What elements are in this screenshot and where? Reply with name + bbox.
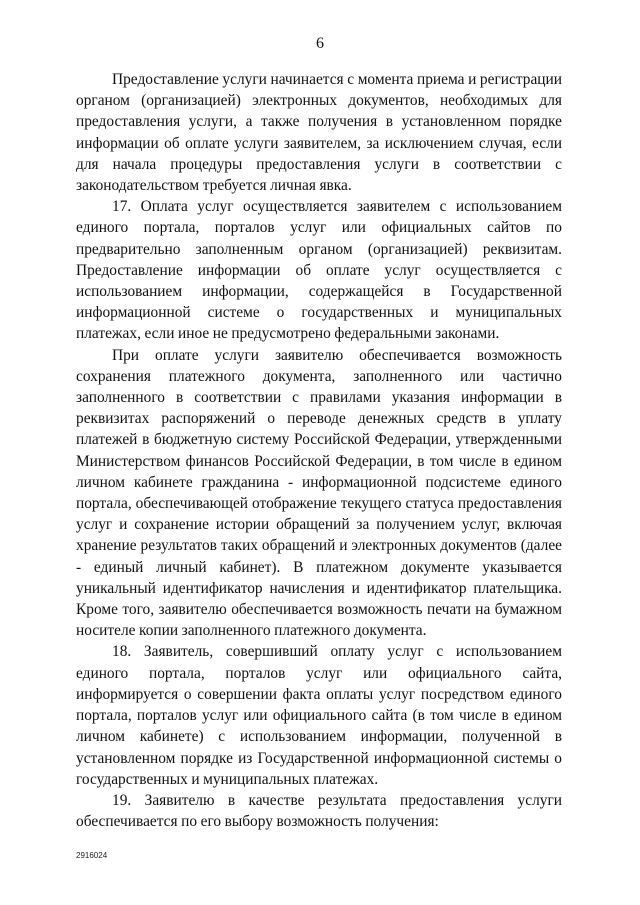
page-number: 6 [316,35,324,52]
document-code: 2916024 [76,851,108,860]
paragraph-17-payment: 17. Оплата услуг осуществляется заявителем с использованием единого портала, порталов услуг или официальных сайтов по предварительно заполненным органом (организацией) реквизитам. Предоставление информации об оплате услуг осуществляется с использованием информации, содержащейся в Государственной информационной системе о государственных и муниципальных платежах, если иное не предусмотрено федеральными законами. [76,198,562,343]
paragraph-18-notification: 18. Заявитель, совершивший оплату услуг с использованием единого портала, порталов услуг или официального сайта, информируется о совершении факта оплаты услуг посредством единого портала, порталов услуг или официального сайта (в том числе в едином личном кабинете) с использованием информации, полученной в установленном порядке из Государственной информационной системы о государственных и муниципальных платежах. [76,643,562,788]
paragraph-service-start: Предоставление услуги начинается с момента приема и регистрации органом (организацией) электронных документов, необходимых для предоставления услуги, а также получения в установленном порядке информации об оплате услуги заявителем, за исключением случая, если для начала процедуры предоставления услуги в соответствии с законодательством требуется личная явка. [76,71,562,195]
paragraph-payment-document: При оплате услуги заявителю обеспечивается возможность сохранения платежного документа, заполненного или частично заполненного в соответствии с правилами указания информации в реквизитах распоряжений о переводе денежных средств в уплату платежей в бюджетную систему Российской Федерации, утвержденными Министерством финансов Российской Федерации, в том числе в едином личном кабинете гражданина - информационной подсистеме единого портала, обеспечивающей отображение текущего статуса предоставления услуг и сохранение истории обращений за получением услуг, включая хранение результатов таких обращений и электронных документов (далее - единый личный кабинет). В платежном документе указывается уникальный идентификатор начисления и идентификатор плательщика. Кроме того, заявителю обеспечивается возможность печати на бумажном носителе копии заполненного платежного документа. [76,346,562,640]
document-body [76,69,562,832]
paragraph-19-result: 19. Заявителю в качестве результата предоставления услуги обеспечивается по его выбору возможность получения: [76,791,562,831]
